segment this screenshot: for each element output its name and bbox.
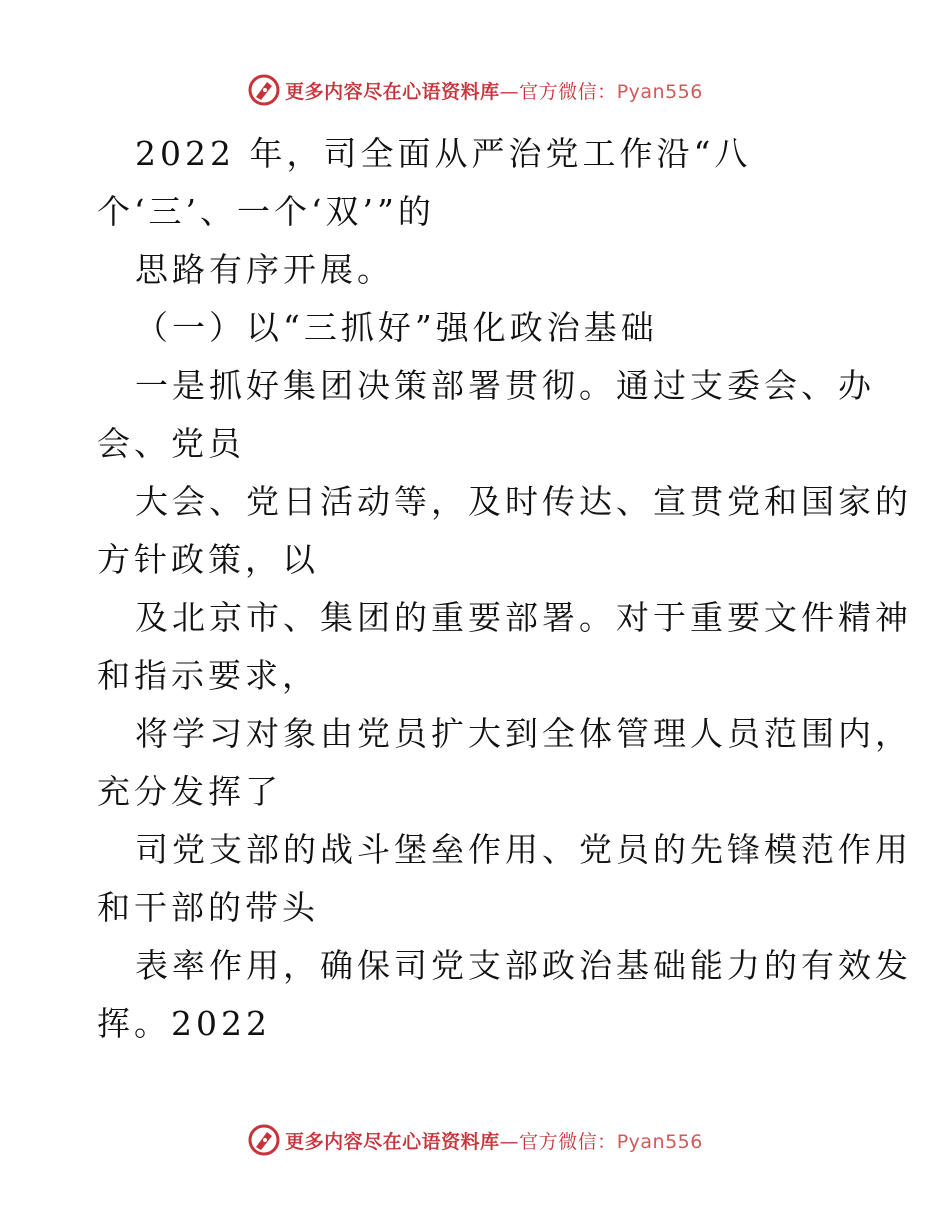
header-banner-sub: —官方微信： — [499, 80, 617, 103]
footer-banner-main: 更多内容尽在心语资料库 — [285, 1130, 500, 1153]
body-line: 司党支部的战斗堡垒作用、党员的先锋模范作用 — [135, 830, 912, 869]
body-line: 和指示要求， — [97, 656, 319, 695]
body-line: 将学习对象由党员扩大到全体管理人员范围内， — [135, 714, 912, 753]
footer-banner-text — [285, 1127, 703, 1154]
body-line: 方针政策，以 — [97, 540, 319, 579]
body-line: 挥。2022 — [97, 1004, 271, 1043]
header-banner-main: 更多内容尽在心语资料库 — [285, 80, 500, 103]
body-line: 及北京市、集团的重要部署。对于重要文件精神 — [135, 598, 912, 637]
footer-banner-wechat: Pyan556 — [616, 1130, 703, 1153]
header-banner-text — [285, 77, 703, 104]
section-heading: （一）以“三抓好”强化政治基础 — [135, 308, 658, 347]
body-line: 和干部的带头 — [97, 888, 319, 927]
body-line: 思路有序开展。 — [135, 250, 394, 289]
pen-nib-logo-icon — [247, 1123, 281, 1157]
body-line: 一是抓好集团决策部署贯彻。通过支委会、办 — [135, 366, 875, 405]
document-body — [97, 125, 912, 1053]
footer-banner — [0, 1120, 950, 1160]
body-line: 会、党员 — [97, 424, 245, 463]
body-line: 个‘三’、一个‘双’”的 — [97, 192, 435, 231]
pen-nib-logo-icon — [247, 73, 281, 107]
body-line: 充分发挥了 — [97, 772, 282, 811]
footer-banner-sub: —官方微信： — [499, 1130, 617, 1153]
body-line: 2022 年，司全面从严治党工作沿“八 — [135, 134, 752, 173]
header-banner-wechat: Pyan556 — [616, 80, 703, 103]
header-banner — [0, 70, 950, 110]
body-line: 表率作用，确保司党支部政治基础能力的有效发 — [135, 946, 912, 985]
body-line: 大会、党日活动等，及时传达、宣贯党和国家的 — [135, 482, 912, 521]
